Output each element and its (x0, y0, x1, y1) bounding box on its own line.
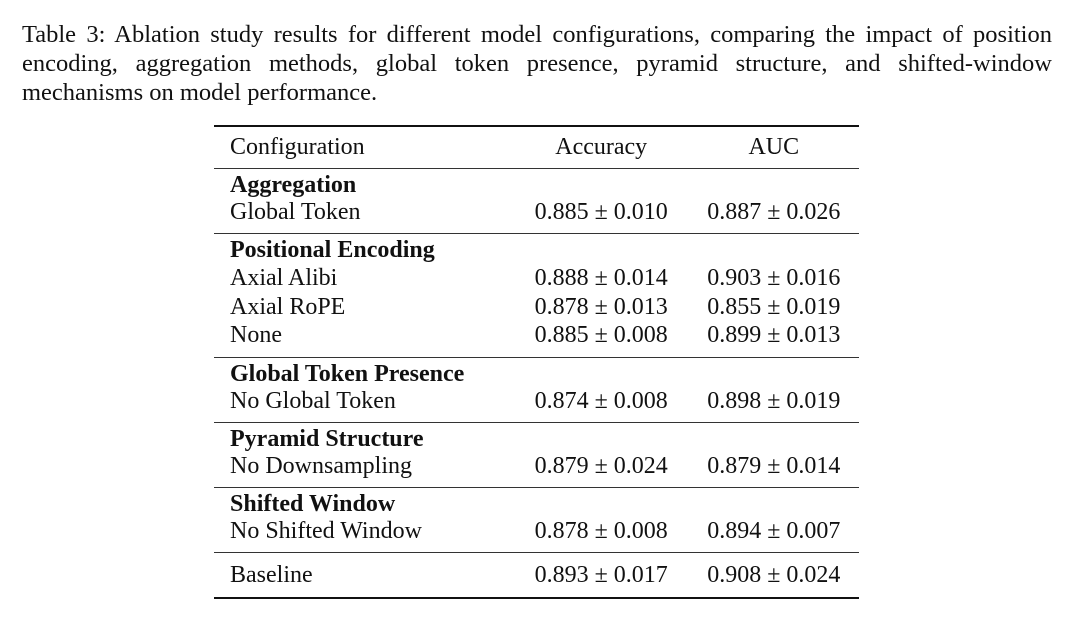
auc-cell: 0.898 ± 0.019 (707, 388, 841, 414)
accuracy-cell: 0.885 ± 0.010 (534, 199, 668, 225)
table-row (214, 518, 859, 553)
group-title: Global Token Presence (214, 358, 514, 389)
accuracy-cell: 0.885 ± 0.008 (534, 322, 668, 348)
accuracy-cell: 0.888 ± 0.014 (534, 265, 668, 291)
group-header-row (214, 169, 859, 200)
auc-cell: 0.908 ± 0.024 (689, 553, 859, 599)
table-row (214, 453, 859, 488)
table-row (214, 264, 859, 293)
auc-cell: 0.903 ± 0.016 (707, 265, 841, 291)
config-cell: No Global Token (230, 388, 396, 414)
caption-line: Table 3: Ablation study results for different model configurations, comparing the impact of position (22, 21, 1052, 48)
baseline-row (214, 553, 859, 599)
auc-cell: 0.855 ± 0.019 (707, 294, 841, 320)
group-header-row (214, 488, 859, 519)
accuracy-cell: 0.893 ± 0.017 (514, 553, 689, 599)
caption-line: encoding, aggregation methods, global token presence, pyramid structure, and shifted-window (22, 50, 1052, 77)
config-cell: Axial RoPE (230, 294, 346, 320)
header-configuration: Configuration (214, 126, 514, 169)
group-title: Pyramid Structure (214, 423, 514, 454)
group-header-row (214, 234, 859, 265)
accuracy-cell: 0.878 ± 0.008 (534, 518, 668, 544)
auc-cell: 0.879 ± 0.014 (707, 453, 841, 479)
header-accuracy: Accuracy (514, 126, 689, 169)
table-caption (22, 20, 1052, 107)
header-auc: AUC (689, 126, 859, 169)
group-title: Positional Encoding (214, 234, 514, 265)
accuracy-cell: 0.879 ± 0.024 (534, 453, 668, 479)
table-row (214, 199, 859, 234)
group-title: Shifted Window (214, 488, 514, 519)
config-cell: Global Token (230, 199, 361, 225)
auc-cell: 0.887 ± 0.026 (707, 199, 841, 225)
config-cell: Baseline (214, 553, 514, 599)
ablation-table (214, 125, 859, 599)
auc-cell: 0.894 ± 0.007 (707, 518, 841, 544)
table-row (214, 293, 859, 322)
table-header-row (214, 126, 859, 169)
group-title: Aggregation (214, 169, 514, 200)
config-cell: No Shifted Window (230, 518, 422, 544)
config-cell: None (230, 322, 282, 348)
auc-cell: 0.899 ± 0.013 (707, 322, 841, 348)
table-row (214, 322, 859, 358)
group-header-row (214, 423, 859, 454)
caption-line: mechanisms on model performance. (22, 79, 378, 106)
accuracy-cell: 0.874 ± 0.008 (534, 388, 668, 414)
group-header-row (214, 358, 859, 389)
table-row (214, 388, 859, 423)
config-cell: No Downsampling (230, 453, 412, 479)
config-cell: Axial Alibi (230, 265, 338, 291)
accuracy-cell: 0.878 ± 0.013 (534, 294, 668, 320)
